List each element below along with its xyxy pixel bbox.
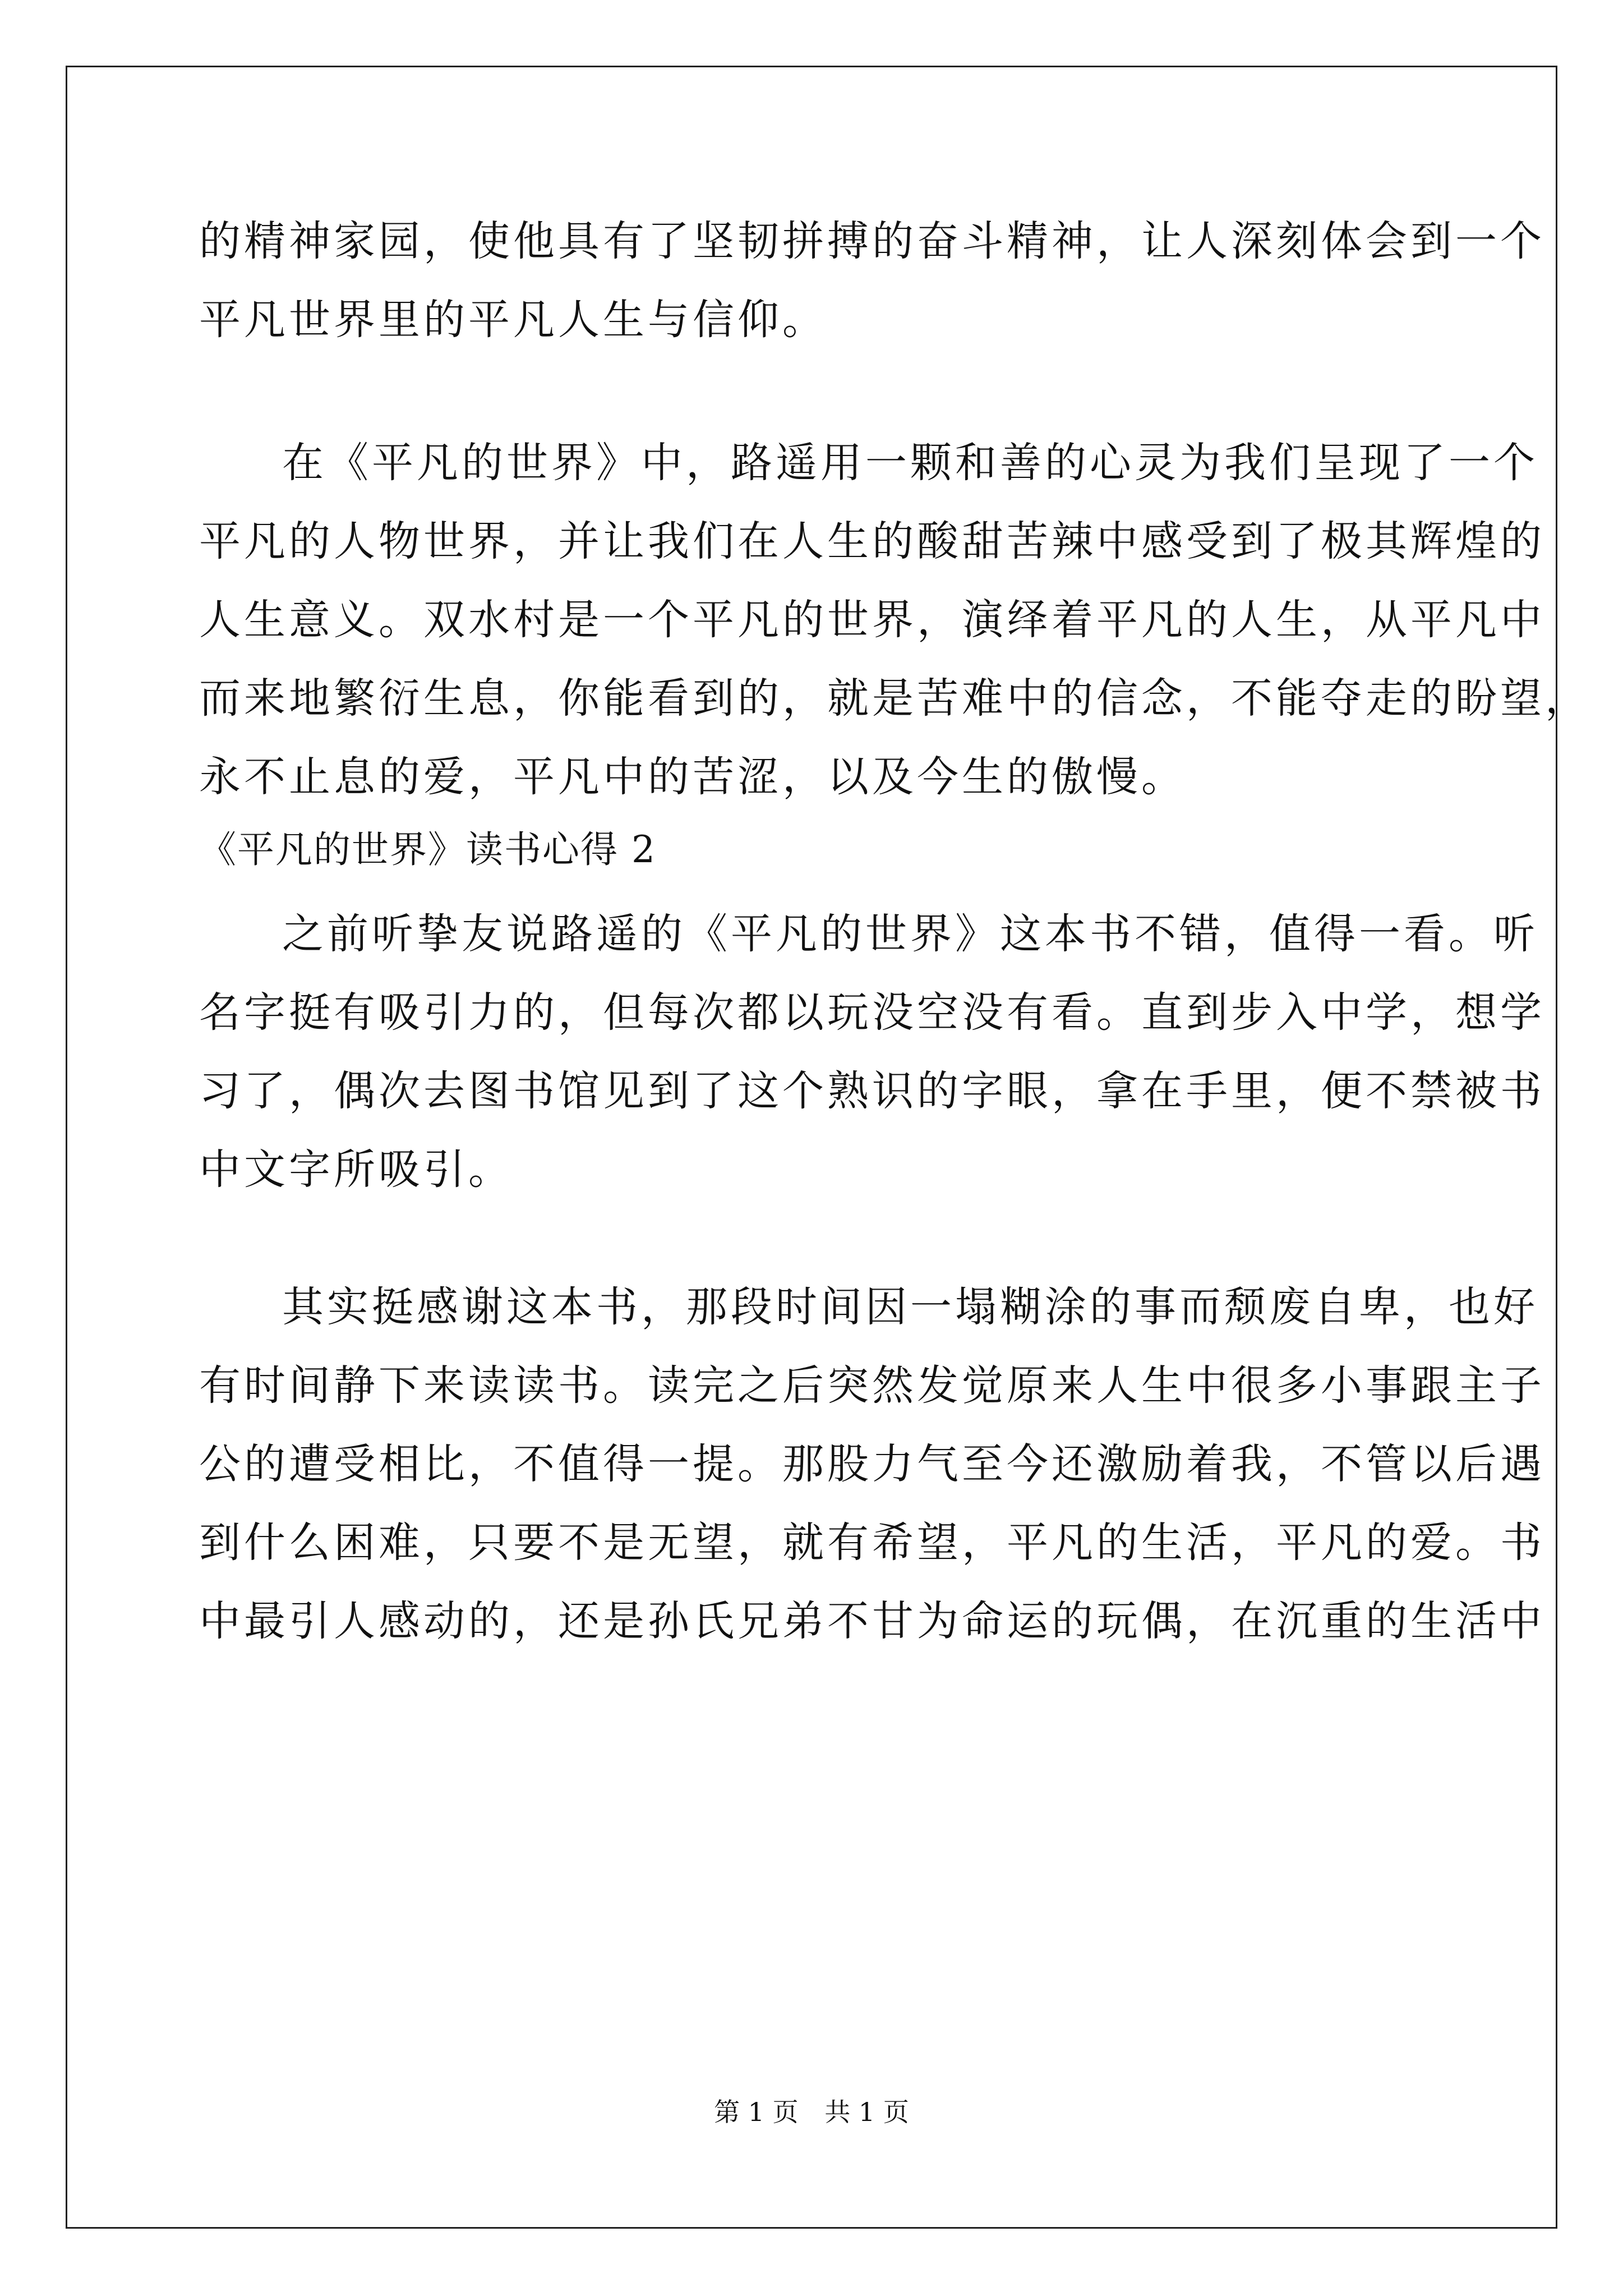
paragraph-line: 有时间静下来读读书。读完之后突然发觉原来人生中很多小事跟主子 <box>199 1361 1545 1410</box>
paragraph-line: 中最引人感动的，还是孙氏兄弟不甘为命运的玩偶，在沉重的生活中 <box>199 1597 1545 1645</box>
paragraph-line: 之前听挚友说路遥的《平凡的世界》这本书不错，值得一看。听 <box>282 910 1538 958</box>
paragraph-line: 习了，偶次去图书馆见到了这个熟识的字眼，拿在手里，便不禁被书 <box>199 1067 1545 1115</box>
section-heading: 《平凡的世界》读书心得 2 <box>199 828 656 871</box>
page-footer <box>0 2095 1623 2129</box>
paragraph-line: 平凡的人物世界，并让我们在人生的酸甜苦辣中感受到了极其辉煌的 <box>199 517 1545 565</box>
paragraph-line: 永不止息的爱，平凡中的苦涩，以及今生的傲慢。 <box>199 753 1186 801</box>
paragraph-line: 其实挺感谢这本书，那段时间因一塌糊涂的事而颓废自卑，也好 <box>282 1283 1538 1331</box>
paragraph-line: 而来地繁衍生息，你能看到的，就是苦难中的信念，不能夺走的盼望， <box>199 674 1590 723</box>
paragraph-line: 名字挺有吸引力的，但每次都以玩没空没有看。直到步入中学，想学 <box>199 988 1545 1037</box>
paragraph-line: 到什么困难，只要不是无望，就有希望，平凡的生活，平凡的爱。书 <box>199 1519 1545 1567</box>
page-number: 第 1 页 <box>714 2097 799 2127</box>
paragraph-line: 公的遭受相比，不值得一提。那股力气至今还激励着我，不管以后遇 <box>199 1440 1545 1488</box>
page-total: 共 1 页 <box>824 2097 909 2127</box>
paragraph-line: 中文字所吸引。 <box>199 1145 513 1194</box>
paragraph-line: 的精神家园，使他具有了坚韧拼搏的奋斗精神，让人深刻体会到一个 <box>199 217 1545 265</box>
paragraph-line: 人生意义。双水村是一个平凡的世界，演绎着平凡的人生，从平凡中 <box>199 596 1545 644</box>
paragraph-line: 在《平凡的世界》中，路遥用一颗和善的心灵为我们呈现了一个 <box>282 439 1538 487</box>
paragraph-line: 平凡世界里的平凡人生与信仰。 <box>199 296 827 344</box>
